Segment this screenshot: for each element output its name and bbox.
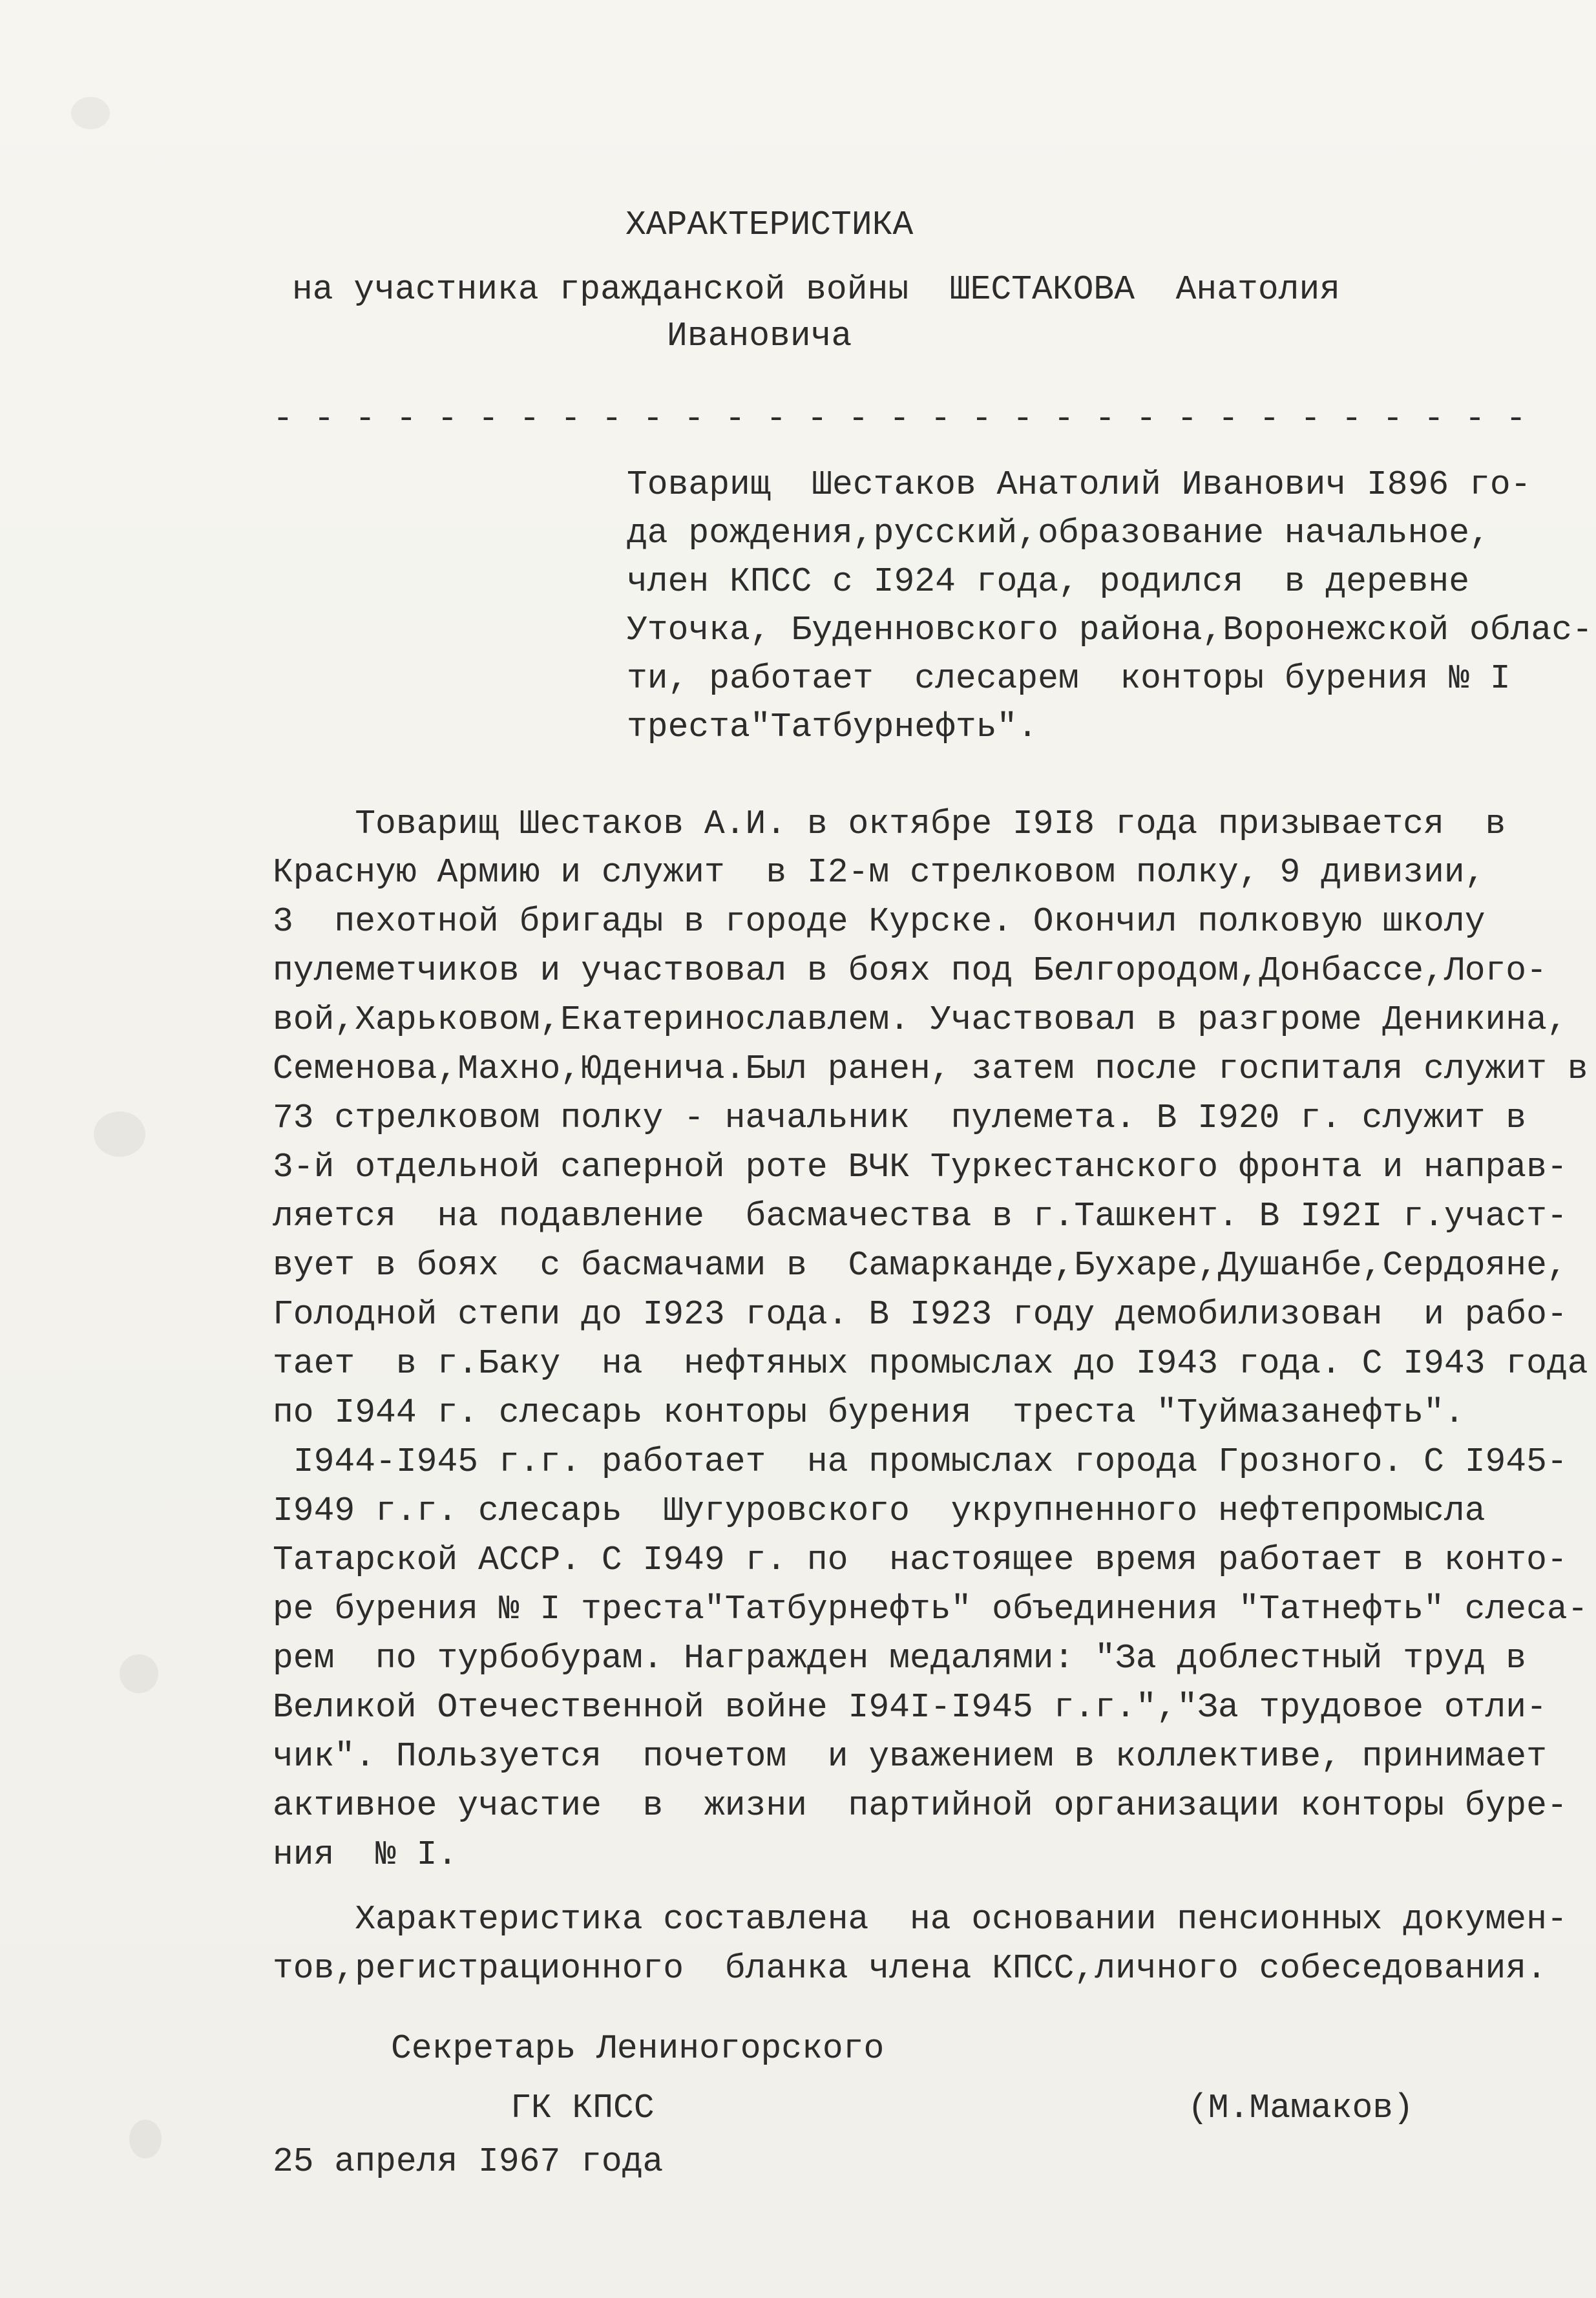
subtitle-line-2: Ивановича [667,317,852,355]
body-line: по I944 г. слесарь конторы бурения треста "Туймазанефть". [273,1393,1465,1432]
paper-stain [71,97,110,129]
paper-stain [94,1112,145,1157]
body-line: I944-I945 г.г. работает на промыслах города Грозного. С I945- [273,1442,1568,1481]
signer-name: (М.Мамаков) [1188,2089,1414,2127]
body-line: Великой Отечественной войне I94I-I945 г.г.","За трудовое отли- [273,1688,1547,1727]
intro-line: треста"Татбурнефть". [627,708,1038,746]
body-line: 3-й отдельной саперной роте ВЧК Туркестанского фронта и направ- [273,1148,1568,1186]
intro-line: член КПСС с I924 года, родился в деревне [627,562,1470,601]
document-title: ХАРАКТЕРИСТИКА [625,206,914,244]
body-line: вой,Харьковом,Екатеринославлем. Участвовал в разгроме Деникина, [273,1000,1568,1039]
body-line: 3 пехотной бригады в городе Курске. Окончил полковую школу [273,902,1486,941]
body-line: вует в боях с басмачами в Самарканде,Бухаре,Душанбе,Сердояне, [273,1246,1568,1285]
body-line: тает в г.Баку на нефтяных промыслах до I943 года. С I943 года [273,1344,1588,1383]
basis-line: тов,регистрационного бланка члена КПСС,личного собеседования. [273,1949,1547,1988]
body-line: ре бурения № I треста"Татбурнефть" объединения "Татнефть" слеса- [273,1590,1588,1629]
signer-position: Секретарь Лениногорского [391,2029,885,2068]
body-line: Семенова,Махно,Юденича.Был ранен, затем после госпиталя служит в [273,1049,1588,1088]
body-line: рем по турбобурам. Награжден медалями: "За доблестный труд в [273,1639,1527,1678]
body-line: Красную Армию и служит в I2-м стрелковом полку, 9 дивизии, [273,853,1486,892]
body-line: Голодной степи до I923 года. В I923 году демобилизован и рабо- [273,1295,1568,1334]
body-line: чик". Пользуется почетом и уважением в коллективе, принимает [273,1737,1547,1776]
body-line: ляется на подавление басмачества в г.Ташкент. В I92I г.участ- [273,1197,1568,1236]
intro-line: Товарищ Шестаков Анатолий Иванович I896 го- [627,465,1531,504]
paper-stain [129,2120,162,2158]
body-line: 73 стрелковом полку - начальник пулемета. В I920 г. служит в [273,1099,1527,1137]
body-line: Товарищ Шестаков А.И. в октябре I9I8 года призывается в [273,805,1506,843]
body-line: пулеметчиков и участвовал в боях под Белгородом,Донбассе,Лого- [273,951,1547,990]
intro-line: ти, работает слесарем конторы бурения № I [627,659,1511,698]
subtitle-line-1: на участника гражданской войны ШЕСТАКОВА Анатолия [292,270,1341,309]
separator-line: - - - - - - - - - - - - - - - - - - - - - - - - - - - - - - - [273,399,1527,438]
intro-line: Уточка, Буденновского района,Воронежской облас- [627,611,1593,649]
body-line: Татарской АССР. С I949 г. по настоящее время работает в конто- [273,1541,1568,1579]
body-line: активное участие в жизни партийной организации конторы буре- [273,1786,1568,1825]
body-line: I949 г.г. слесарь Шугуровского укрупненного нефтепромысла [273,1492,1486,1530]
basis-line: Характеристика составлена на основании пенсионных докумен- [273,1900,1568,1939]
paper-stain [120,1654,158,1693]
document-date: 25 апреля I967 года [273,2142,664,2181]
signer-organization: ГК КПСС [510,2089,655,2127]
body-line: ния № I. [273,1835,458,1874]
intro-line: да рождения,русский,образование начальное, [627,514,1490,553]
